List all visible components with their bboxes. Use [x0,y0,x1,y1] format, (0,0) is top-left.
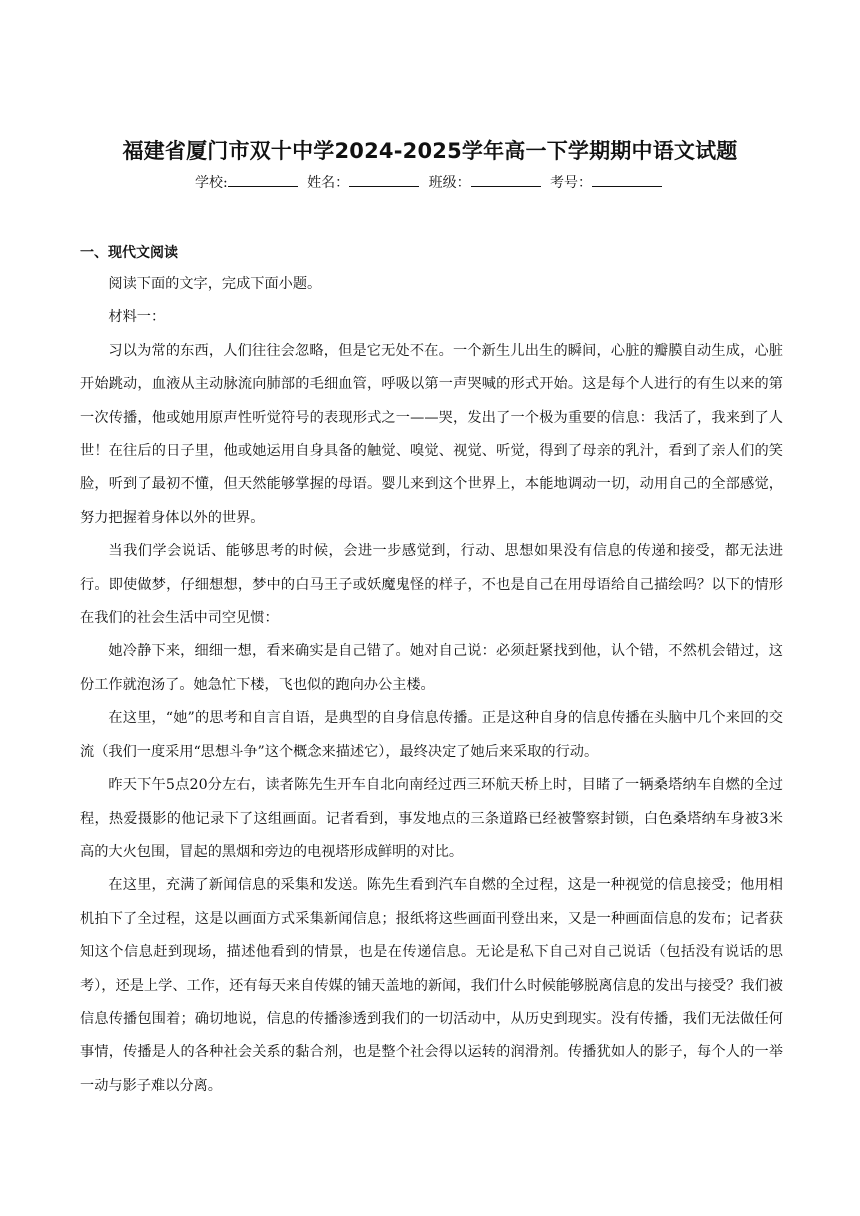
passage-paragraph: 在这里，“她”的思考和自言自语，是典型的自身信息传播。正是这种自身的信息传播在头脑中几个来回的交流（我们一度采用“思想斗争”这个概念来描述它），最终决定了她后来采取的行动。 [80,710,783,760]
school-label: 学校: [194,175,228,191]
section-heading: 一、现代文阅读 [80,245,178,261]
name-label: 姓名： [307,175,350,191]
passage-paragraph: 她冷静下来，细细一想，看来确实是自己错了。她对自己说：必须赶紧找到他，认个错，不然机会错过，这份工作就泡汤了。她急忙下楼，飞也似的跑向办公主楼。 [80,643,783,693]
passage-paragraph: 当我们学会说话、能够思考的时候，会进一步感觉到，行动、思想如果没有信息的传递和接受，都无法进行。即使做梦，仔细想想，梦中的白马王子或妖魔鬼怪的样子，不也是自己在用母语给自己描绘吗？以下的情形在我们的社会生活中司空见惯： [80,543,783,627]
reading-passage [80,268,783,1103]
student-info-line [0,172,860,192]
passage-paragraph: 昨天下午5点20分左右，读者陈先生开车自北向南经过西三环航天桥上时，目睹了一辆桑塔纳车自燃的全过程，热爱摄影的他记录下了这组画面。记者看到，事发地点的三条道路已经被警察封锁，白色桑塔纳车身被3米高的大火包围，冒起的黑烟和旁边的电视塔形成鲜明的对比。 [80,777,783,860]
passage-paragraph: 在这里，充满了新闻信息的采集和发送。陈先生看到汽车自燃的全过程，这是一种视觉的信息接受；他用相机拍下了全过程，这是以画面方式采集新闻信息；报纸将这些画面刊登出来，又是一种画面信息的发布；记者获知这个信息赶到现场，描述他看到的情景，也是在传递信息。无论是私下自己对自己说话（包括没有说话的思考），还是上学、工作，还有每天来自传媒的铺天盖地的新闻，我们什么时候能够脱离信息的发出与接受？我们被信息传播包围着；确切地说，信息的传播渗透到我们的一切活动中，从历史到现实。没有传播，我们无法做任何事情，传播是人的各种社会关系的黏合剂，也是整个社会得以运转的润滑剂。传播犹如人的影子，每个人的一举一动与影子难以分离。 [80,877,783,1094]
school-field [195,175,301,191]
document-title: 福建省厦门市双十中学2024-2025学年高一下学期期中语文试题 [122,139,738,163]
instruction-paragraph: 阅读下面的文字，完成下面小题。 [108,276,322,292]
exam-number-label: 考号： [550,175,593,191]
class-field [429,175,544,191]
material-label: 材料一： [108,309,166,326]
name-field [307,175,422,191]
exam-number-field [550,175,665,191]
class-label: 班级： [428,175,471,191]
class-blank[interactable] [471,174,541,187]
name-blank[interactable] [349,174,419,187]
passage-paragraph: 习以为常的东西，人们往往会忽略，但是它无处不在。一个新生儿出生的瞬间，心脏的瓣膜自动生成，心脏开始跳动，血液从主动脉流向肺部的毛细血管，呼吸以第一声哭喊的形式开始。这是每个人进行的有生以来的第一次传播，他或她用原声性听觉符号的表现形式之一——哭，发出了一个极为重要的信息：我活了，我来到了人世！在往后的日子里，他或她运用自身具备的触觉、嗅觉、视觉、听觉，得到了母亲的乳汁，看到了亲人们的笑脸，听到了最初不懂，但天然能够掌握的母语。婴儿来到这个世界上，本能地调动一切，动用自己的全部感觉，努力把握着身体以外的世界。 [80,342,783,526]
exam-number-blank[interactable] [592,174,662,187]
school-blank[interactable] [228,174,298,187]
